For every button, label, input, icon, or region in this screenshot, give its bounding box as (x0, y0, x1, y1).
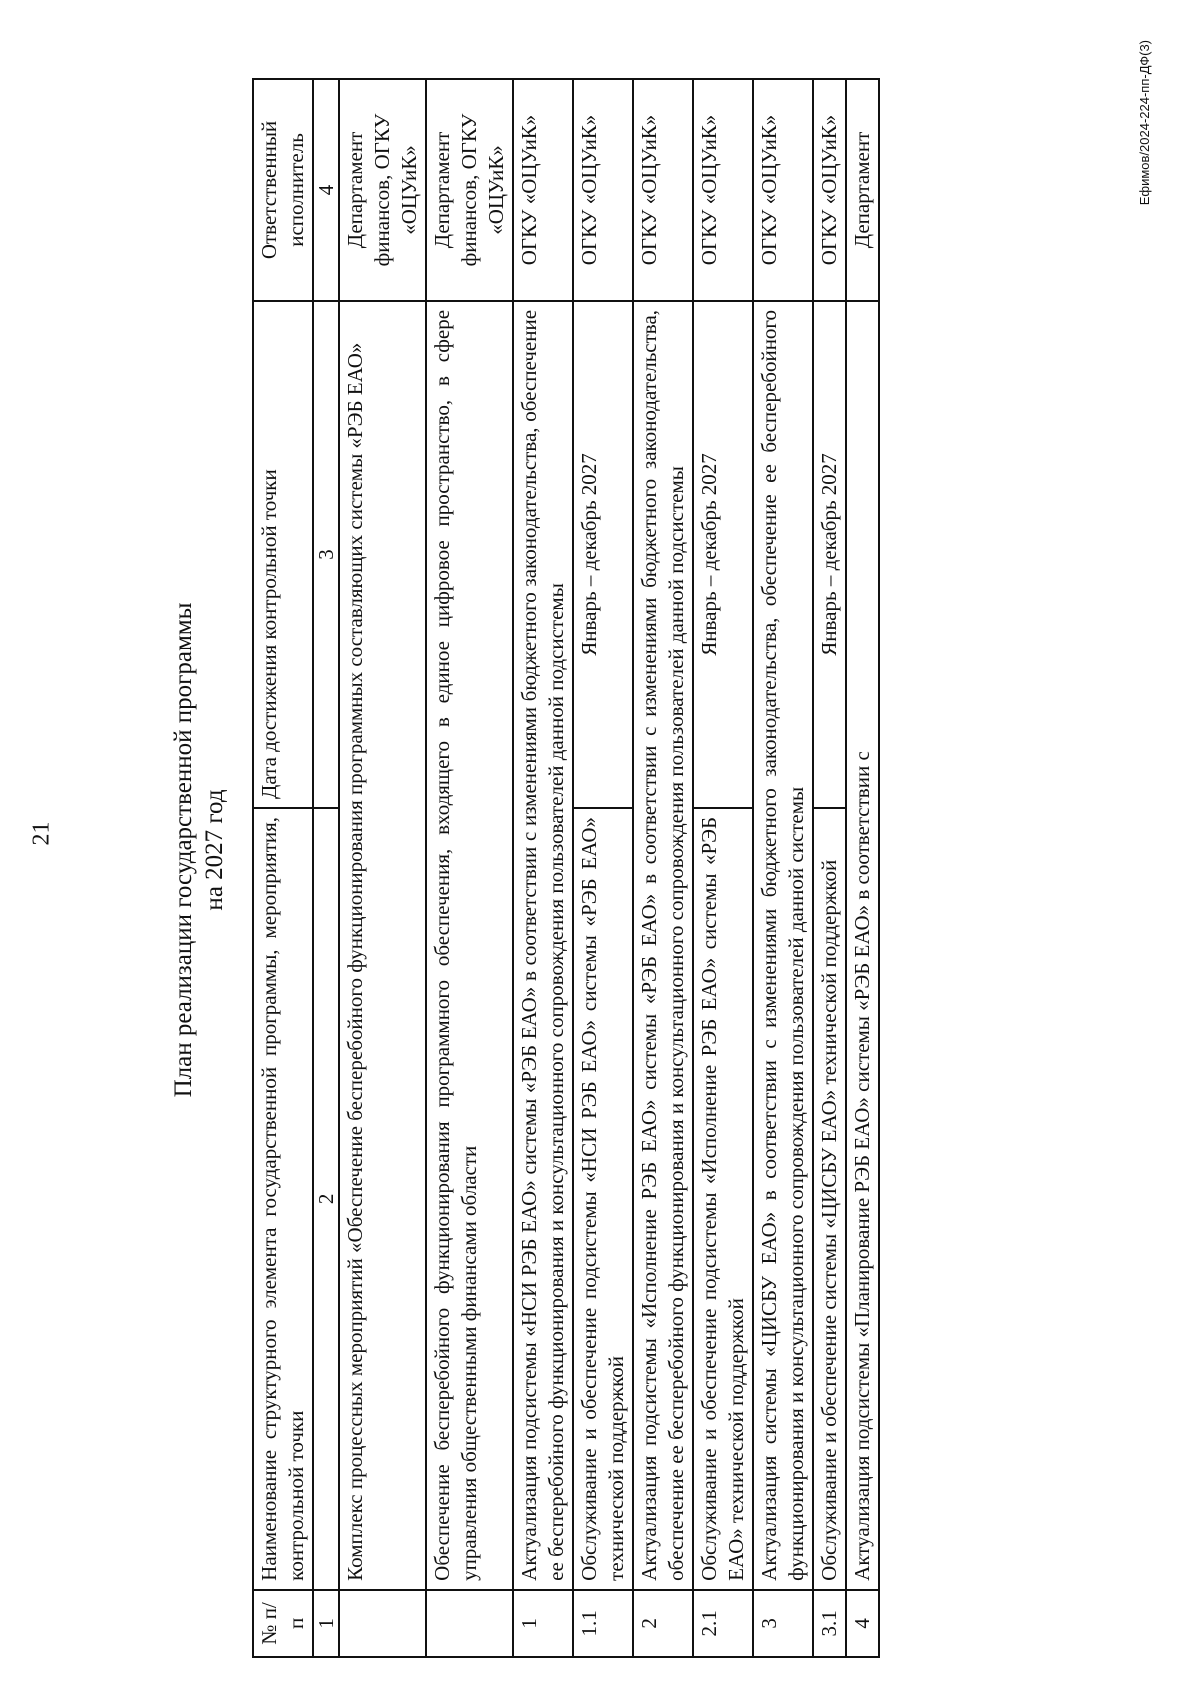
row-responsible: ОГКУ «ОЦУиК» (633, 79, 693, 301)
table-row (693, 79, 753, 1657)
plan-table (252, 78, 880, 1658)
row-merged-text: Обеспечение бесперебойного функционирования программного обеспечения, входящего в единое цифровое пространство, в сфере управления общественными финансами области (426, 301, 513, 1590)
row-name: Обслуживание и обеспечение подсистемы «Исполнение РЭБ ЕАО» системы «РЭБ ЕАО» технической поддержкой (693, 808, 753, 1590)
page-number: 21 (28, 821, 55, 846)
row-responsible: Департамент (846, 79, 879, 301)
row-responsible: Департамент финансов, ОГКУ «ОЦУиК» (426, 79, 513, 301)
header-responsible: Ответственный исполнитель (253, 79, 313, 301)
table-header-row (253, 79, 313, 1657)
row-num: 1 (513, 1590, 573, 1657)
row-num: 3.1 (813, 1590, 846, 1657)
row-date: Январь – декабрь 2027 (693, 301, 753, 808)
row-num (339, 1590, 426, 1657)
col-number: 1 (313, 1590, 339, 1657)
row-num (426, 1590, 513, 1657)
row-name: Обслуживание и обеспечение системы «ЦИСБУ ЕАО» технической поддержкой (813, 808, 846, 1590)
header-num: № п/п (253, 1590, 313, 1657)
table-row (426, 79, 513, 1657)
row-num: 2.1 (693, 1590, 753, 1657)
row-date: Январь – декабрь 2027 (573, 301, 633, 808)
header-date: Дата достижения контрольной точки (253, 301, 313, 808)
table-row (846, 79, 879, 1657)
rotated-page (0, 10, 1180, 1690)
row-num: 3 (753, 1590, 813, 1657)
row-responsible: Департамент финансов, ОГКУ «ОЦУиК» (339, 79, 426, 301)
document-title (168, 10, 230, 1690)
row-merged-text: Комплекс процессных мероприятий «Обеспечение бесперебойного функционирования программных составляющих системы «РЭБ ЕАО» (339, 301, 426, 1590)
table-row (633, 79, 693, 1657)
col-number: 2 (313, 808, 339, 1590)
row-merged-text: Актуализация системы «ЦИСБУ ЕАО» в соответствии с изменениями бюджетного законодательства, обеспечение ее бесперебойного функционирования и консультационного сопровождения пользователей данной системы (753, 301, 813, 1590)
document-id: Ефимов/2024-224-пп-ДФ(3) (1137, 40, 1152, 206)
row-merged-text: Актуализация подсистемы «Планирование РЭБ ЕАО» системы «РЭБ ЕАО» в соответствии с (846, 301, 879, 1590)
header-name: Наименование структурного элемента государственной программы, мероприятия, контрольной точки (253, 808, 313, 1590)
col-number: 4 (313, 79, 339, 301)
row-name: Обслуживание и обеспечение подсистемы «НСИ РЭБ ЕАО» системы «РЭБ ЕАО» технической поддержкой (573, 808, 633, 1590)
row-date: Январь – декабрь 2027 (813, 301, 846, 808)
column-number-row (313, 79, 339, 1657)
row-num: 4 (846, 1590, 879, 1657)
row-merged-text: Актуализация подсистемы «НСИ РЭБ ЕАО» системы «РЭБ ЕАО» в соответствии с изменениями бюджетного законодательства, обеспечение ее бесперебойного функционирования и консультационного сопровождения пользователей данной подсистемы (513, 301, 573, 1590)
row-responsible: ОГКУ «ОЦУиК» (693, 79, 753, 301)
table-row (573, 79, 633, 1657)
row-num: 2 (633, 1590, 693, 1657)
row-merged-text: Актуализация подсистемы «Исполнение РЭБ ЕАО» системы «РЭБ ЕАО» в соответствии с изменениями бюджетного законодательства, обеспечение ее бесперебойного функционирования и консультационного сопровождения пользователей данной подсистемы (633, 301, 693, 1590)
table-row (513, 79, 573, 1657)
table-row (339, 79, 426, 1657)
table-row (753, 79, 813, 1657)
row-num: 1.1 (573, 1590, 633, 1657)
title-line-2: на 2027 год (201, 789, 228, 911)
title-line-1: План реализации государственной программы (170, 602, 197, 1098)
row-responsible: ОГКУ «ОЦУиК» (753, 79, 813, 301)
table-row (813, 79, 846, 1657)
row-responsible: ОГКУ «ОЦУиК» (813, 79, 846, 301)
col-number: 3 (313, 301, 339, 808)
row-responsible: ОГКУ «ОЦУиК» (573, 79, 633, 301)
row-responsible: ОГКУ «ОЦУиК» (513, 79, 573, 301)
